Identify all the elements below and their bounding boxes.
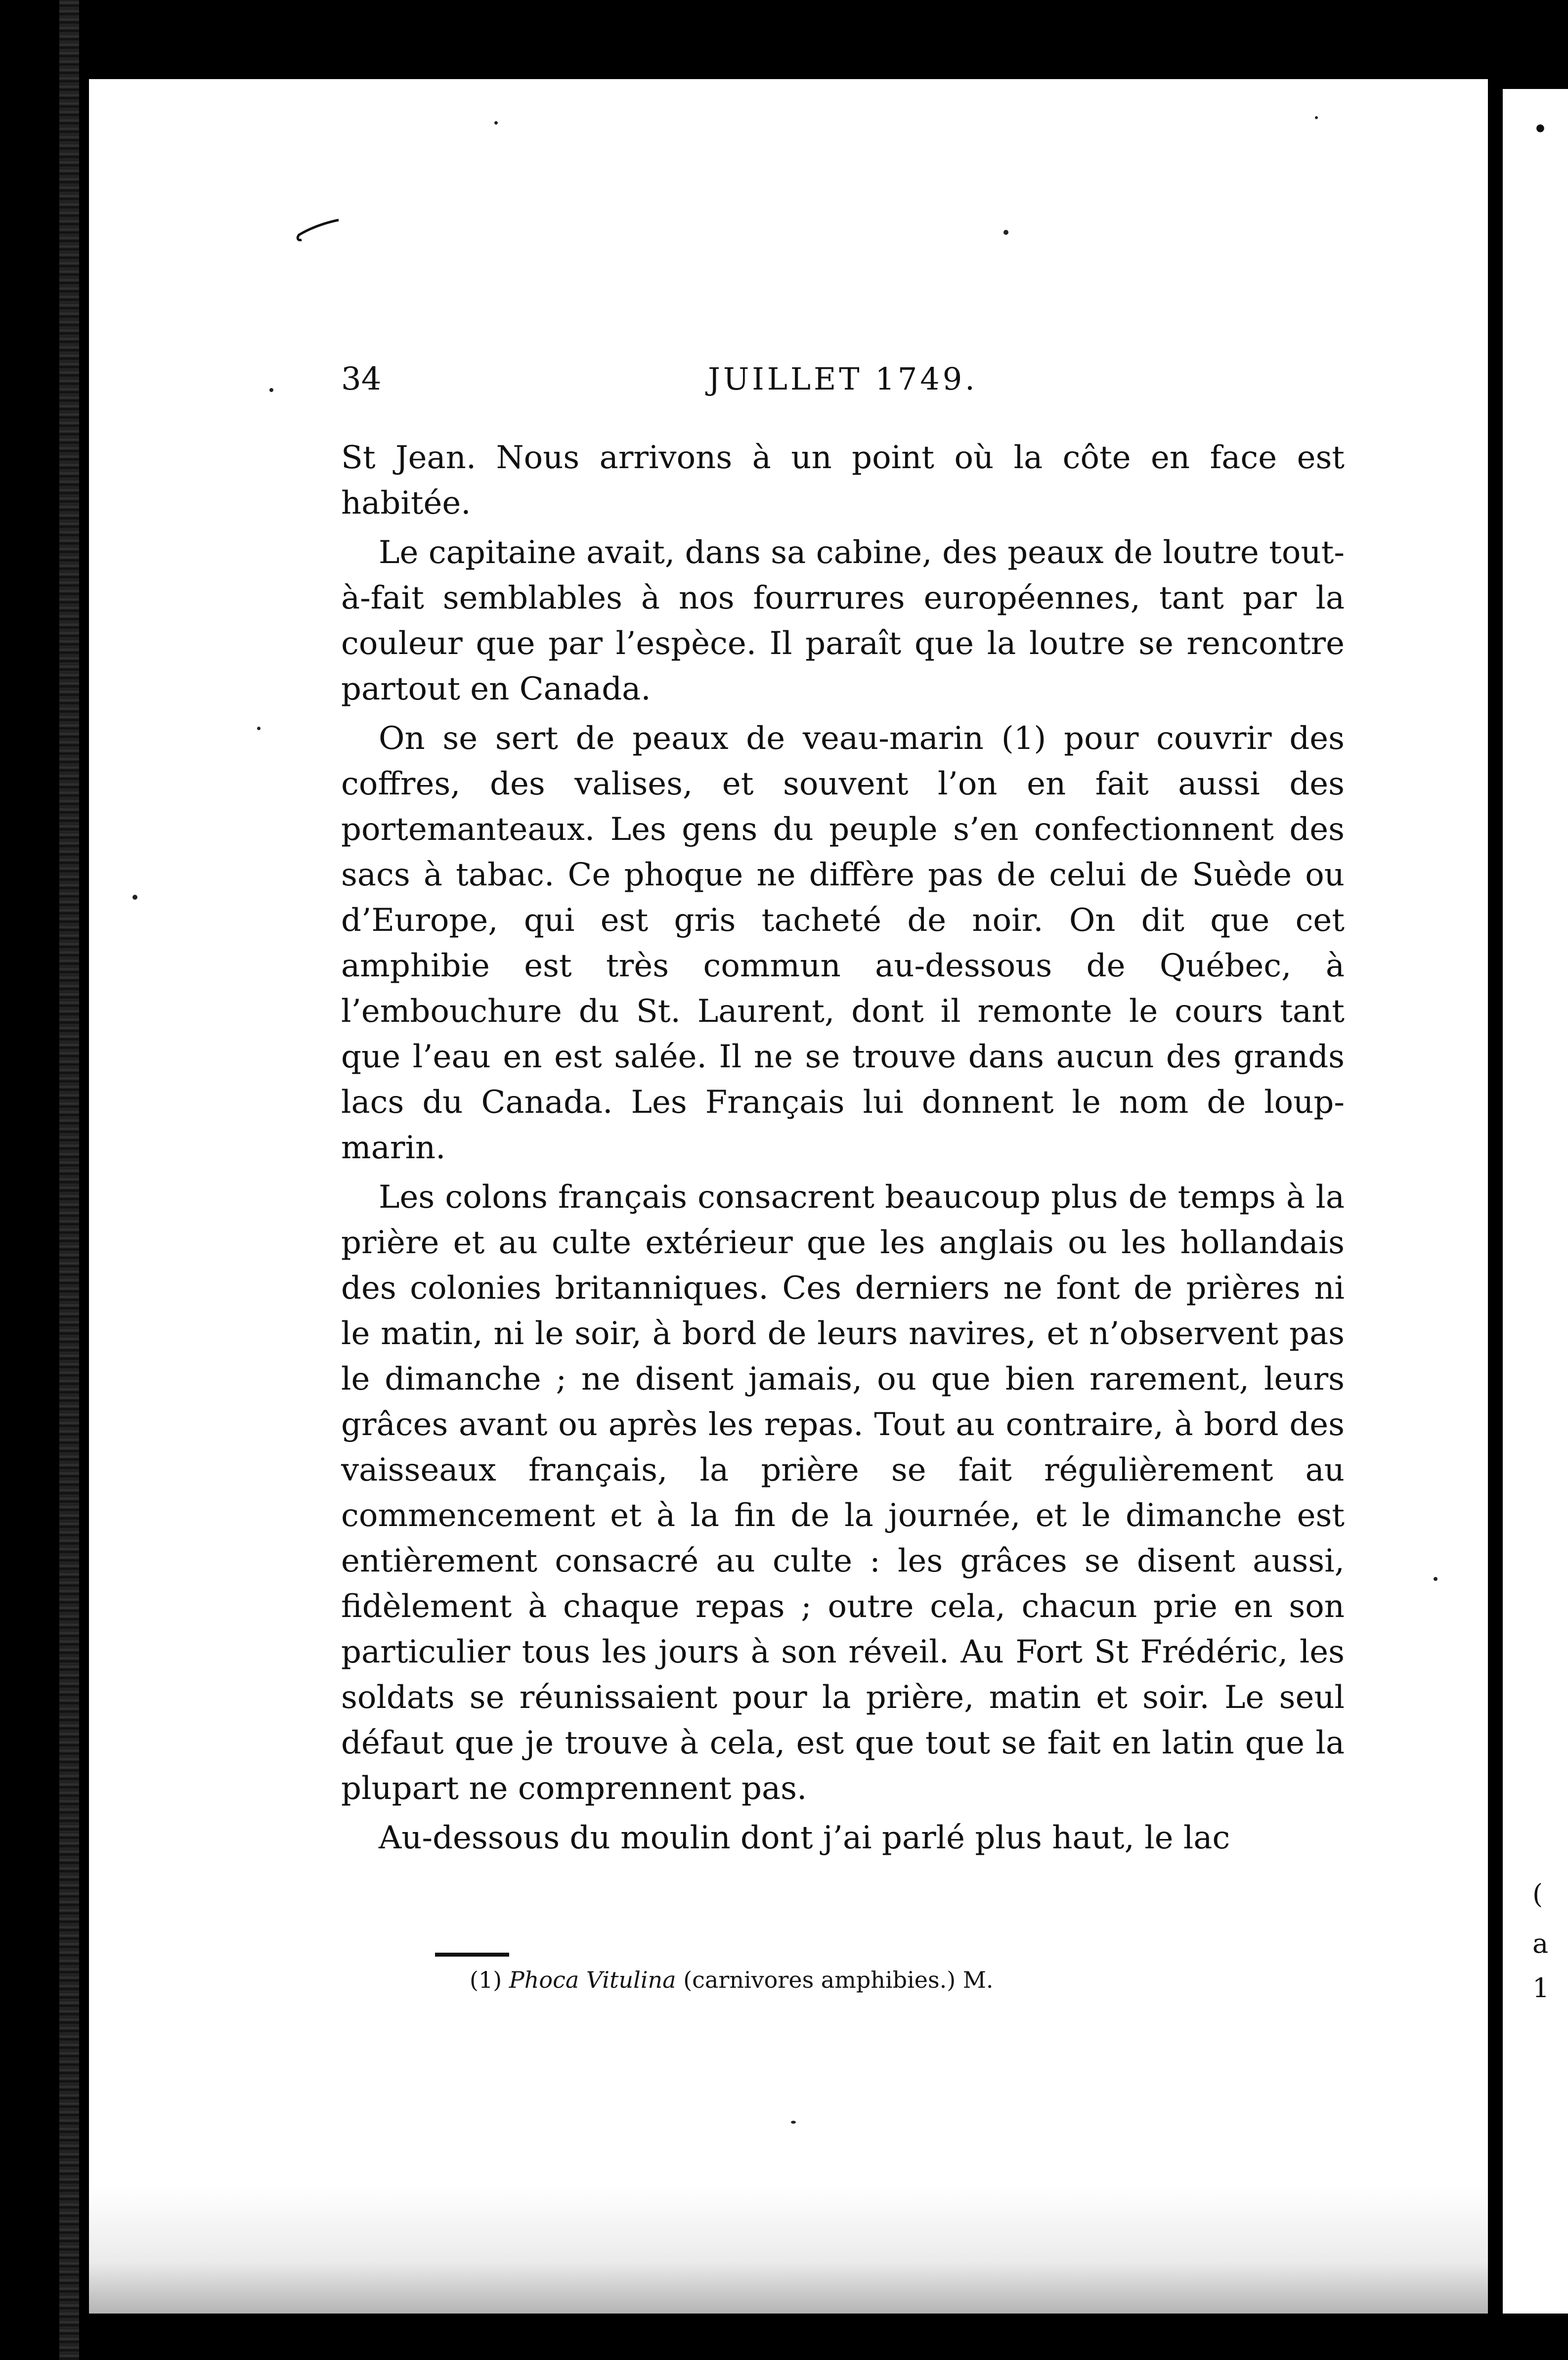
dust-speck (269, 388, 273, 392)
paragraph-prayer: Les colons français consacrent beaucoup plus de temps à la prière et au culte extérieur que les anglais ou les hollandais des colonies britanniques. Ces derniers ne font de prières ni le matin, ni le soir, à bord de leurs navires, et n’observent pas le dimanche ; ne disent jamais, ou que bien rarement, leurs grâces avant ou après les repas. Tout au contraire, à bord des vaisseaux français, la prière se fait régulièrement au commencement et à la fin de la journée, et le dimanche est entièrement consacré au culte : les grâces se disent aussi, fidèlement à chaque repas ; outre cela, chacun prie en son particulier tous les jours à son réveil. Au Fort St Frédéric, les soldats se réunissaient pour la prière, matin et soir. Le seul défaut que je trouve à cela, est que tout se fait en latin que la plupart ne comprennent pas. (341, 1179, 1345, 1807)
footnote-marker: (1) (470, 1967, 502, 1993)
dust-speck (132, 895, 137, 900)
page-header (341, 361, 1345, 420)
paragraph-mill: Au-dessous du moulin dont j’ai parlé plus haut, le lac (379, 1820, 1230, 1856)
paragraph-continuation: St Jean. Nous arrivons à un point où la côte en face est habitée. (341, 439, 1345, 522)
footnote-species: Phoca Vitulina (509, 1967, 676, 1993)
adjacent-page-glyph: 1 (1532, 1972, 1550, 2004)
dust-speck (494, 121, 498, 125)
dust-speck (1434, 1577, 1437, 1581)
pen-mark (292, 218, 341, 247)
footnote-rule (435, 1953, 509, 1957)
page-divider (1488, 79, 1503, 2360)
footnote-note: (carnivores amphibies.) (683, 1967, 956, 1993)
adjacent-page-glyph: a (1532, 1928, 1549, 1959)
adjacent-page-glyph: • (1532, 114, 1548, 145)
dust-speck (257, 727, 261, 730)
body-text (341, 435, 1345, 1861)
dust-speck (1315, 116, 1318, 119)
adjacent-page-glyph: ( (1532, 1879, 1543, 1910)
page-number: 34 (341, 361, 382, 397)
running-head: JUILLET 1749. (708, 361, 978, 397)
dust-speck (1003, 230, 1008, 235)
book-gutter-edge (59, 0, 79, 2360)
page-bottom-shadow (89, 2185, 1497, 2314)
dust-speck (791, 2121, 796, 2124)
footnote-author: M. (962, 1967, 994, 1993)
footnote (470, 1965, 1310, 1995)
paragraph-otter: Le capitaine avait, dans sa cabine, des peaux de loutre tout-à-fait semblables à nos fourrures européennes, tant par la couleur que par l’espèce. Il paraît que la loutre se rencontre partout en Canada. (341, 534, 1345, 707)
paragraph-seal: On se sert de peaux de veau-marin (1) pour couvrir des coffres, des valises, et souvent l’on en fait aussi des portemanteaux. Les gens du peuple s’en confectionnent des sacs à tabac. Ce phoque ne diffère pas de celui de Suède ou d’Europe, qui est gris tacheté de noir. On dit que cet amphibie est très commun au-dessous de Québec, à l’embouchure du St. Laurent, dont il remonte le cours tant que l’eau en est salée. Il ne se trouve dans aucun des grands lacs du Canada. Les Français lui donnent le nom de loup-marin. (341, 720, 1345, 1166)
